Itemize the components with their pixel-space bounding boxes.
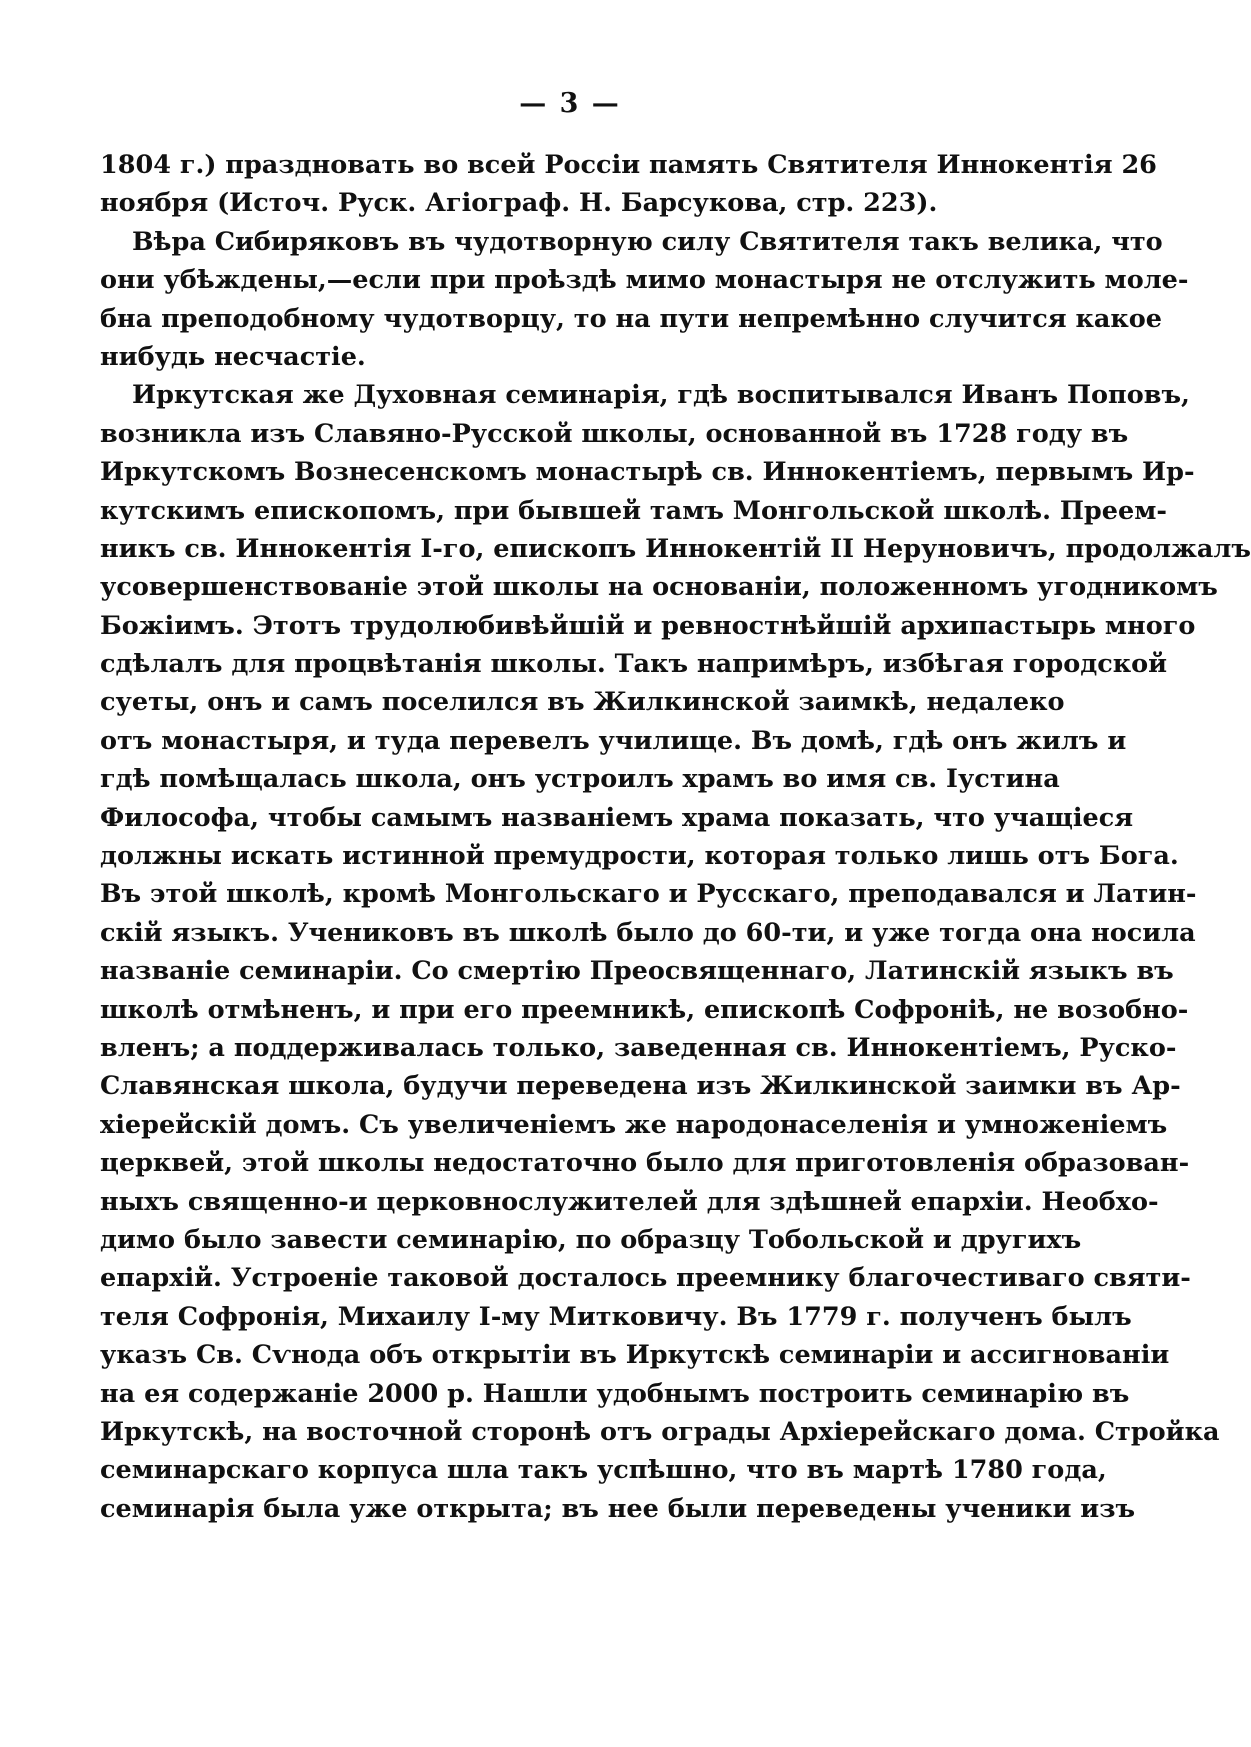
text-line: семинарскаго корпуса шла такъ успѣшно, что въ мартѣ 1780 года, [100,1455,1107,1486]
text-line: Иркутскомъ Вознесенскомъ монастырѣ св. Иннокентіемъ, первымъ Ир- [100,457,1195,488]
page-number: — 3 — [519,88,621,119]
text-line: бна преподобному чудотворцу, то на пути непремѣнно случится какое [100,303,1163,334]
text-line: Славянская школа, будучи переведена изъ Жилкинской заимки въ Ар- [100,1071,1181,1102]
text-line: сдѣлалъ для процвѣтанія школы. Такъ напримѣръ, избѣгая городской [100,649,1168,680]
text-line: должны искать истинной премудрости, которая только лишь отъ Бога. [100,841,1179,872]
text-line: епархій. Устроеніе таковой досталось преемнику благочестиваго святи- [100,1263,1191,1294]
text-line: семинарія была уже открыта; въ нее были переведены ученики изъ [100,1493,1136,1524]
body-text [100,146,1251,1528]
text-line: Въ этой школѣ, кромѣ Монгольскаго и Русскаго, преподавался и Латин- [100,879,1197,910]
text-line: усовершенствованіе этой школы на основаніи, положенномъ угодникомъ [100,572,1218,603]
text-line: суеты, онъ и самъ поселился въ Жилкинской заимкѣ, недалеко [100,687,1065,718]
text-line: ноября (Источ. Руск. Агіограф. Н. Барсукова, стр. 223). [100,188,938,219]
text-line: Иркутская же Духовная семинарія, гдѣ воспитывался Иванъ Поповъ, [132,380,1190,411]
text-line: нибудь несчастіе. [100,341,366,372]
text-line: отъ монастыря, и туда перевелъ училище. Въ домѣ, гдѣ онъ жилъ и [100,725,1127,756]
text-line: скій языкъ. Учениковъ въ школѣ было до 60-ти, и уже тогда она носила [100,917,1196,948]
text-line: церквей, этой школы недостаточно было для приготовленія образован- [100,1148,1190,1179]
text-line: теля Софронія, Михаилу І-му Митковичу. Въ 1779 г. полученъ былъ [100,1301,1132,1332]
text-line: Божіимъ. Этотъ трудолюбивѣйшій и ревностнѣйшій архипастырь много [100,610,1196,641]
text-line: вленъ; а поддерживалась только, заведенная св. Иннокентіемъ, Руско- [100,1032,1177,1063]
text-line: школѣ отмѣненъ, и при его преемникѣ, епископѣ Софроніѣ, не возобно- [100,994,1189,1025]
text-line: 1804 г.) праздновать во всей Россіи память Святителя Иннокентія 26 [100,150,1157,180]
text-line: указъ Св. Сѵнода объ открытіи въ Иркутскѣ семинаріи и ассигнованіи [100,1340,1170,1371]
text-line: ныхъ священно-и церковнослужителей для здѣшней епархіи. Необхо- [100,1186,1159,1217]
text-line: названіе семинаріи. Со смертію Преосвященнаго, Латинскій языкъ въ [100,956,1174,987]
text-line: они убѣждены,—если при проѣздѣ мимо монастыря не отслужить моле- [100,265,1189,296]
text-line: никъ св. Иннокентія І-го, епископъ Иннокентій II Неруновичъ, продолжалъ [100,533,1251,564]
text-line: Иркутскѣ, на восточной сторонѣ отъ ограды Архіерейскаго дома. Стройка [100,1416,1220,1447]
text-line: димо было завести семинарію, по образцу Тобольской и другихъ [100,1224,1082,1255]
text-line: гдѣ помѣщалась школа, онъ устроилъ храмъ во имя св. Іустина [100,764,1060,795]
text-line: Философа, чтобы самымъ названіемъ храма показать, что учащіеся [100,802,1134,833]
text-line: кутскимъ епископомъ, при бывшей тамъ Монгольской школѣ. Преем- [100,495,1167,526]
text-line: хіерейскій домъ. Съ увеличеніемъ же народонаселенія и умноженіемъ [100,1109,1168,1140]
text-line: возникла изъ Славяно-Русской школы, основанной въ 1728 году въ [100,418,1129,449]
text-line: на ея содержаніе 2000 р. Нашли удобнымъ построить семинарію въ [100,1378,1130,1409]
text-line: Вѣра Сибиряковъ въ чудотворную силу Святителя такъ велика, что [132,226,1163,257]
